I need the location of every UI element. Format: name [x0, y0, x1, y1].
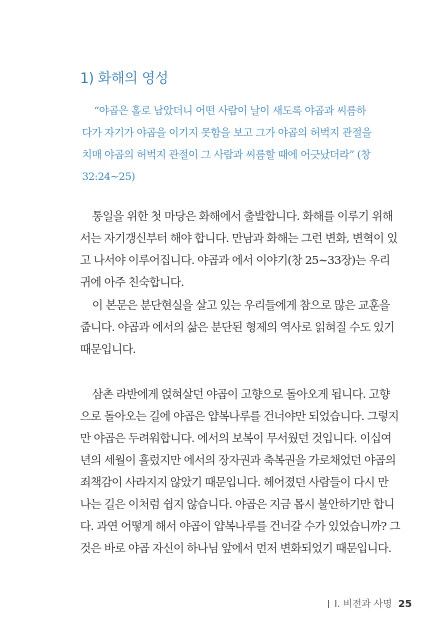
paragraph-line: 고 나서야 이루어집니다. 야곱과 에서 이야기(창 25∼33장)는 우리 — [80, 253, 390, 267]
quote-line: “야곱은 홀로 남았더니 어떤 사람이 날이 새도록 야곱과 씨름하 — [94, 105, 367, 117]
paragraph-line: 서는 자기갱신부터 해야 합니다. 만남과 화해는 그런 변화, 변혁이 있 — [80, 231, 398, 245]
paragraph — [80, 383, 400, 559]
page-footer — [328, 596, 412, 610]
paragraph-line: 다. 과연 어떻게 해서 야곱이 얍복나루를 건너갈 수가 있었습니까? 그 — [80, 519, 400, 533]
paragraph — [80, 205, 398, 293]
paragraph-line: 삼촌 라반에게 얹혀살던 야곱이 고향으로 돌아오게 됩니다. 고향 — [92, 387, 390, 401]
scripture-quote — [82, 100, 372, 188]
paragraph — [80, 294, 395, 360]
paragraph-line: 이 본문은 분단현실을 살고 있는 우리들에게 참으로 많은 교훈을 — [92, 298, 390, 312]
paragraph-line: 만 야곱은 두려워합니다. 에서의 보복이 무서웠던 것입니다. 이십여 — [80, 431, 392, 445]
page-number: 25 — [398, 599, 412, 610]
paragraph-line: 년의 세월이 흘렀지만 에서의 장자권과 축복권을 가로채었던 야곱의 — [80, 453, 396, 467]
paragraph-line: 죄책감이 사라지지 않았기 때문입니다. 헤어졌던 사람들이 다시 만 — [80, 475, 389, 489]
quote-line: 32:24∼25) — [82, 171, 135, 183]
paragraph-line: 나는 길은 이처럼 쉽지 않습니다. 야곱은 지금 몹시 불안하기만 합니 — [80, 497, 395, 511]
paragraph-line: 때문입니다. — [80, 342, 136, 356]
quote-line: 다가 자기가 야곱을 이기지 못함을 보고 그가 야곱의 허벅지 관절을 — [82, 127, 372, 139]
section-heading: 1) 화해의 영성 — [80, 71, 169, 87]
paragraph-line: 줍니다. 야곱과 에서의 삶은 분단된 형제의 역사로 읽혀질 수도 있기 — [80, 320, 395, 334]
footer-divider — [328, 600, 329, 608]
footer-section-label: Ⅰ. 비전과 사명 — [334, 599, 393, 610]
paragraph-line: 귀에 아주 친숙합니다. — [80, 275, 184, 289]
paragraph-line: 으로 돌아오는 길에 야곱은 얍복나루를 건너야만 되었습니다. 그렇지 — [80, 409, 399, 423]
paragraph-line: 것은 바로 야곱 자신이 하나님 앞에서 먼저 변화되었기 때문입니다. — [80, 541, 392, 555]
paragraph-line: 통일을 위한 첫 마당은 화해에서 출발합니다. 화해를 이루기 위해 — [92, 209, 393, 223]
quote-line: 치매 야곱의 허벅지 관절이 그 사람과 씨름할 때에 어긋났더라” (창 — [82, 149, 371, 161]
